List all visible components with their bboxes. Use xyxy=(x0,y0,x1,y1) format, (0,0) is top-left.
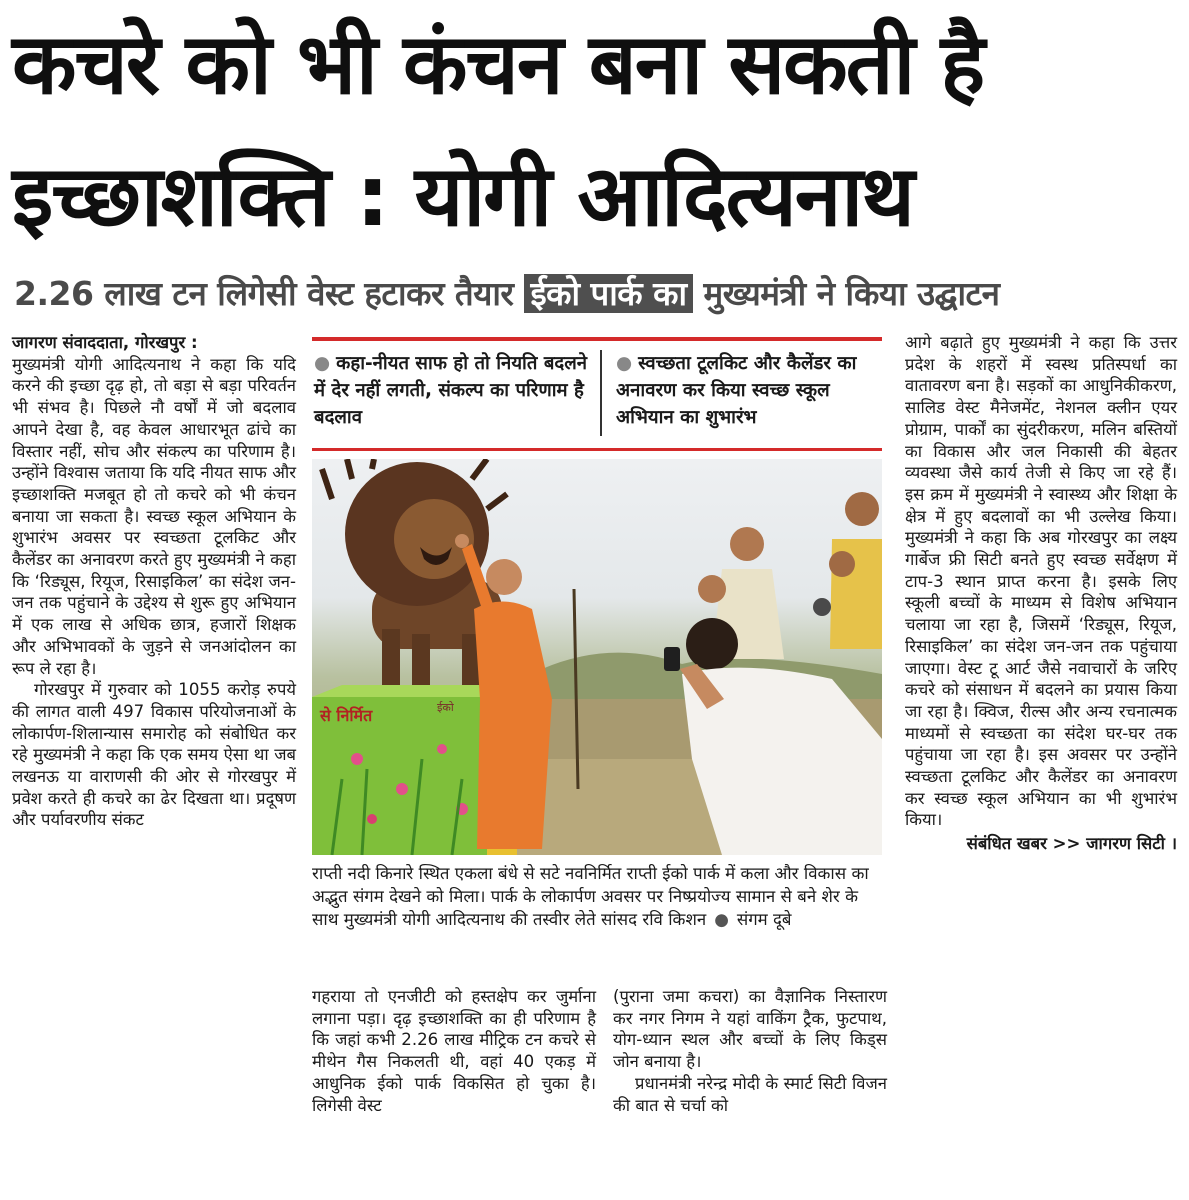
photo-caption xyxy=(312,862,882,930)
paragraph: गोरखपुर में गुरुवार को 1055 करोड़ रुपये की लागत वाली 497 विकास परियोजनाओं के लोकार्पण-शिलान्यास समारोह को संबोधित कर रहे मुख्यमंत्री ने कहा कि एक समय ऐसा था जब लखनऊ या वाराणसी की ओर से गोरखपुर में प्रवेश करते ही कचरे का ढेर दिखता था। प्रदूषण और पर्यावरणीय संकट xyxy=(12,680,296,830)
pull-quote-text: स्वच्छता टूलकिट और कैलेंडर का अनावरण कर किया स्वच्छ स्कूल अभियान का शुभारंभ xyxy=(616,353,857,428)
article-column-3 xyxy=(613,986,887,1116)
related-news-link[interactable]: संबंधित खबर >> जागरण सिटी । xyxy=(966,834,1177,854)
photo-scene xyxy=(312,459,882,855)
pedestal-text: से निर्मित xyxy=(320,706,373,725)
bullet-icon: ● xyxy=(616,353,633,374)
sub-headline-highlight: ईको पार्क का xyxy=(524,274,692,313)
sub-headline-end: मुख्यमंत्री ने किया उद्घाटन xyxy=(703,274,1000,313)
article-column-1 xyxy=(12,332,296,831)
pull-quote-bottom-rule xyxy=(312,448,882,451)
credit-dot-icon: ● xyxy=(714,908,729,929)
sub-headline-start: 2.26 लाख टन लिगेसी वेस्ट हटाकर तैयार xyxy=(14,274,514,313)
paragraph: प्रधानमंत्री नरेन्द्र मोदी के स्मार्ट सिटी विजन की बात से चर्चा को xyxy=(613,1073,887,1115)
pull-quote-left xyxy=(314,350,590,431)
pull-quote-right xyxy=(616,350,880,431)
paragraph: आगे बढ़ाते हुए मुख्यमंत्री ने कहा कि उत्तर प्रदेश के शहरों में स्वस्थ प्रतिस्पर्धा का वातावरण बना है। सड़कों का आधुनिकीकरण, सालिड वेस्ट मैनेजमेंट, नेशनल क्लीन एयर प्रोग्राम, पार्कों का सुंदरीकरण, मलिन बस्तियों का विकास और जल निकासी की बेहतर व्यवस्था जैसे कार्य तेजी से किए जा रहे हैं। इस क्रम में मुख्यमंत्री ने स्वास्थ्य और शिक्षा के क्षेत्र में हुए बदलावों का भी उल्लेख किया। मुख्यमंत्री ने कहा कि अब गोरखपुर का लक्ष्य गार्बेज फ्री सिटी बनते हुए स्वच्छ सर्वेक्षण में टाप-3 स्थान प्राप्त करना है। इसके लिए स्कूली बच्चों के माध्यम से विशेष अभियान चलाया जा रहा है, जिसमें ‘रिड्यूस, रियूज, रिसाइकिल’ का संदेश जन-जन तक पहुंचाया जाएगा। वेस्ट टू आर्ट जैसे नवाचारों के जरिए कचरे को संसाधन में बदलने का प्रयास किया जा रहा है। क्विज, रील्स और अन्य रचनात्मक माध्यमों से स्वच्छता का संदेश घर-घर तक पहुंचाया जा रहा है। इस अवसर पर उन्होंने स्वच्छता टूलकिट और कैलेंडर का अनावरण कर स्वच्छ स्कूल अभियान का भी शुभारंभ किया। xyxy=(905,333,1177,830)
paragraph: गहराया तो एनजीटी को हस्तक्षेप कर जुर्माना लगाना पड़ा। दृढ़ इच्छाशक्ति का ही परिणाम है कि जहां कभी 2.26 लाख मीट्रिक टन कचरे से मीथेन गैस निकलती थी, वहां 40 एकड़ में आधुनिक ईको पार्क विकसित हो चुका है। लिगेसी वेस्ट xyxy=(312,987,596,1115)
pedestal-small-text: ईको xyxy=(437,701,454,714)
news-photo xyxy=(312,459,882,855)
sub-headline xyxy=(14,268,1179,320)
article-column-4 xyxy=(905,332,1177,855)
paragraph: (पुराना जमा कचरा) का वैज्ञानिक निस्तारण कर नगर निगम ने यहां वाकिंग ट्रैक, फुटपाथ, योग-ध्यान स्थल और बच्चों के लिए किड्स जोन बनाया है। xyxy=(613,987,887,1072)
caption-text: राप्ती नदी किनारे स्थित एकला बंधे से सटे नवनिर्मित राप्ती ईको पार्क में कला और विकास का अद्भुत संगम देखने को मिला। पार्क के लोकार्पण अवसर पर निष्प्रयोज्य सामान से बने शेर के साथ मुख्यमंत्री योगी आदित्यनाथ की तस्वीर लेते सांसद रवि किशन xyxy=(312,863,869,929)
pull-quote-divider xyxy=(600,350,602,436)
byline: जागरण संवाददाता, गोरखपुर : xyxy=(12,333,198,352)
headline-line-1: कचरे को भी कंचन बना सकती है xyxy=(12,15,984,113)
photo-credit: संगम दूबे xyxy=(736,908,792,929)
pull-quote-top-rule xyxy=(312,337,882,341)
bullet-icon: ● xyxy=(314,353,331,374)
article-column-2 xyxy=(312,986,596,1116)
paragraph: मुख्यमंत्री योगी आदित्यनाथ ने कहा कि यदि करने की इच्छा दृढ़ हो, तो बड़ा से बड़ा परिवर्तन भी संभव है। पिछले नौ वर्षों में जो बदलाव आपने देखा है, वह केवल आधारभूत ढांचे का विस्तार नहीं, सोच और संकल्प का परिणाम है। उन्होंने विश्वास जताया कि यदि नीयत साफ और इच्छाशक्ति मजबूत हो तो कचरे को भी कंचन बनाया जा सकता है। स्वच्छ स्कूल अभियान के शुभारंभ अवसर पर स्वच्छता टूलकिट और कैलेंडर का अनावरण करते हुए मुख्यमंत्री ने कहा कि ‘रिड्यूस, रियूज, रिसाइकिल’ का संदेश जन-जन तक पहुंचाने के उद्देश्य से शुरू हुए अभियान में एक लाख से अधिक छात्र, हजारों शिक्षक और अभिभावकों के जुड़ने से जनआंदोलन का रूप ले रहा है। xyxy=(12,354,296,678)
pull-quote-text: कहा-नीयत साफ हो तो नियति बदलने में देर नहीं लगती, संकल्प का परिणाम है बदलाव xyxy=(314,353,588,428)
headline-line-2: इच्छाशक्ति : योगी आदित्यनाथ xyxy=(12,147,913,245)
